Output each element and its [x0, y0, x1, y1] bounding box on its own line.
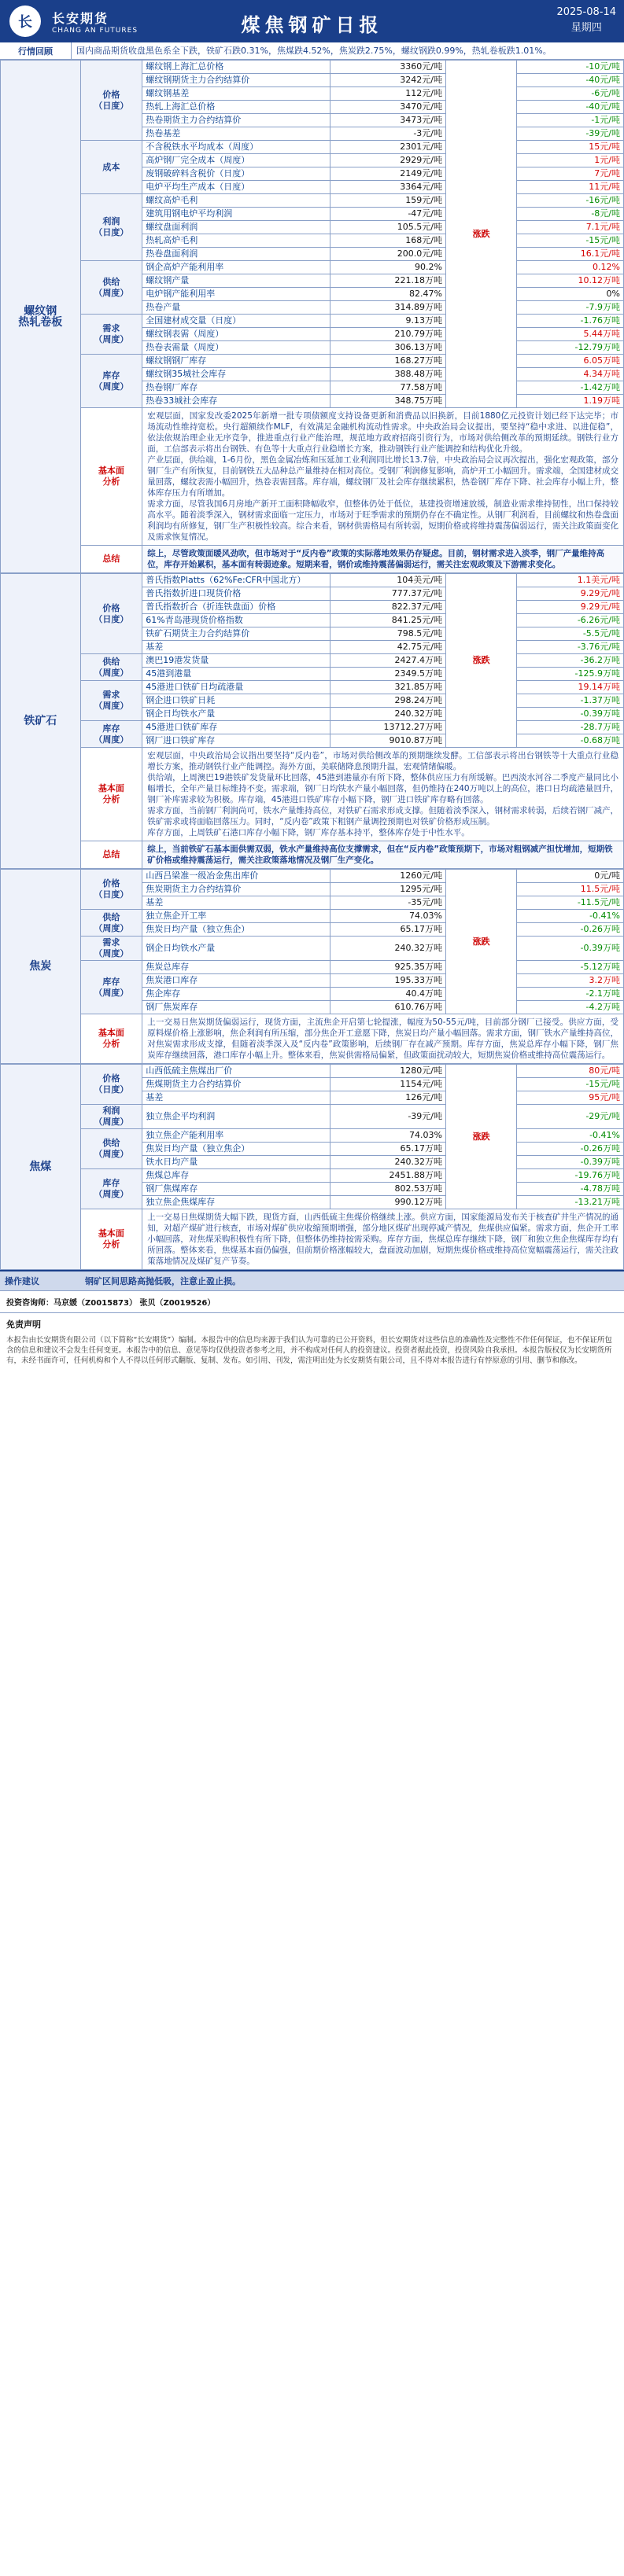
indicator-value: 3364元/吨 — [330, 181, 445, 194]
table-row — [1, 1065, 624, 1078]
indicator-change: -10元/吨 — [517, 61, 624, 74]
analysis-text: 宏观层面，国家发改委2025年新增一批专项债额度支持设备更新和消费品以旧换新，目前1880亿元投资计划已经下达完毕；市场流动性维持宽松。央行超额续作MLF，有效满足金融机构流动性需求。中央政治局会议提出，要坚持“稳中求进、以进促稳”，依法依规治理企业无序竞争，推进重点行业产能治理，规范地方政府招商引资行为，市场对供给侧改革的预期延续。钢铁行业方面，工信部表示将出台钢铁、有色等十大重点行业稳增长方案，推动钢铁行业产能调控和结构优化升级。 产业层面，供给端，1-6月份，黑色金属冶炼和压延加工业利润同比增长13.7倍，中央政治局会议再次提出，强化宏观政策，部分钢厂生产有所恢复，目前钢铁五大品种总产量维持在相对高位。受钢厂利润修复影响，高炉开工小幅回升。需求端，全国建材成交量回落，螺纹表需小幅回升，热卷表需回落。库存端，螺纹钢厂及社会库存继续累积，热卷钢厂库存下降、社会库存小幅上升，整体库存压力有所增加。 需求方面，尽管我国6月房地产新开工面积降幅收窄，但整体仍处于低位，基建投资增速放缓，制造业需求维持韧性，出口保持较高水平。随着淡季深入，钢材需求面临一定压力，市场对于旺季需求的预期仍存在不确定性。从钢厂利润看，目前螺纹和热卷盘面利润均有所修复，钢厂生产积极性较高。综合来看，钢材供需格局有所转弱，短期价格或将维持震荡偏弱运行，需关注政策面变化及需求恢复情况。 — [142, 408, 624, 546]
indicator-change: -6.26元/吨 — [517, 614, 624, 627]
indicator-change: 10.12万吨 — [517, 274, 624, 288]
table-row — [1, 1129, 624, 1143]
indicator-value: 159元/吨 — [330, 194, 445, 208]
category-label: 价格 （日度） — [80, 870, 142, 910]
indicator-name: 焦炭日均产量（独立焦企） — [142, 1143, 330, 1156]
indicator-change: -39元/吨 — [517, 127, 624, 141]
indicator-name: 独立焦企焦煤库存 — [142, 1196, 330, 1209]
review-text: 国内商品期货收盘黑色系全下跌，铁矿石跌0.31%，焦煤跌4.52%，焦炭跌2.75%，螺纹钢跌0.99%，热轧卷板跌1.01%。 — [76, 46, 552, 56]
indicator-value: 3473元/吨 — [330, 114, 445, 127]
indicator-value: 40.4万吨 — [330, 988, 445, 1001]
indicator-change: 7元/吨 — [517, 167, 624, 181]
category-label: 需求 （周度） — [80, 681, 142, 721]
analysis-label: 基本面 分析 — [80, 408, 142, 546]
analysis-row — [1, 1014, 624, 1064]
report-sections — [0, 60, 624, 1270]
indicator-name: 钢企高炉产能利用率 — [142, 261, 330, 274]
indicator-change: 95元/吨 — [517, 1091, 624, 1105]
indicator-change: -40元/吨 — [517, 74, 624, 87]
summary-text: 综上，当前铁矿石基本面供需双弱，铁水产量维持高位支撑需求，但在“反内卷”政策预期下，市场对粗钢减产担忧增加，短期铁矿价格或维持震荡运行，需关注政策落地情况及钢厂生产变化。 — [142, 841, 624, 869]
indicator-name: 焦煤总库存 — [142, 1169, 330, 1183]
indicator-value: 221.18万吨 — [330, 274, 445, 288]
indicator-change: -12.79万吨 — [517, 341, 624, 355]
indicator-change: -28.7万吨 — [517, 721, 624, 734]
indicator-name: 热轧上海汇总价格 — [142, 101, 330, 114]
indicator-value: 240.32万吨 — [330, 937, 445, 961]
table-row — [1, 721, 624, 734]
indicator-name: 45港到港量 — [142, 668, 330, 681]
indicator-change: -7.9万吨 — [517, 301, 624, 315]
indicator-name: 基差 — [142, 641, 330, 654]
indicator-value: 798.5元/吨 — [330, 627, 445, 641]
indicator-change: 19.14万吨 — [517, 681, 624, 694]
indicator-value: 74.03% — [330, 910, 445, 923]
indicator-name: 电炉平均生产成本（日度） — [142, 181, 330, 194]
indicator-change: 1元/吨 — [517, 154, 624, 167]
indicator-name: 普氏指数折合（折连铁盘面）价格 — [142, 601, 330, 614]
table-row — [1, 1105, 624, 1129]
indicator-name: 独立焦企开工率 — [142, 910, 330, 923]
category-label: 库存 （周度） — [80, 1169, 142, 1209]
indicator-value: -3元/吨 — [330, 127, 445, 141]
steel-section-table — [0, 60, 624, 573]
indicator-value: 925.35万吨 — [330, 961, 445, 974]
analysis-label: 基本面 分析 — [80, 748, 142, 841]
category-label: 价格 （日度） — [80, 574, 142, 654]
indicator-value: 314.89万吨 — [330, 301, 445, 315]
indicator-value: 990.12万吨 — [330, 1196, 445, 1209]
category-label: 供给 （周度） — [80, 910, 142, 937]
category-label: 库存 （周度） — [80, 355, 142, 408]
indicator-name: 螺纹钢上海汇总价格 — [142, 61, 330, 74]
report-weekday: 星期四 — [570, 22, 602, 34]
analysis-text: 宏观层面，中央政治局会议指出要坚持“反内卷”，市场对供给侧改革的预期继续发酵。工信部表示将出台钢铁等十大重点行业稳增长方案，推动钢铁行业产能调控。海外方面，美联储降息预期升温，宏观情绪偏暖。 供给端，上周澳巴19港铁矿发货量环比回落，45港到港量亦有所下降，整体供应压力有所缓解。巴西淡水河谷二季度产量同比小幅增长，全年产量目标维持不变。需求端，钢厂日均铁水产量小幅回落，但仍维持在240万吨以上的高位，港口日均疏港量回升，钢厂补库需求较为积极。库存端，45港进口铁矿库存小幅下降，钢厂进口铁矿库存略有回落。 需求方面，当前钢厂利润尚可，铁水产量维持高位，对铁矿石需求形成支撑。但随着淡季深入，钢材需求转弱，后续若钢厂减产，铁矿需求或将面临回落压力。同时，“反内卷”政策下粗钢产量调控预期也对铁矿价格形成压制。 库存方面，上周铁矿石港口库存小幅下降，钢厂库存基本持平，整体库存处于中性水平。 — [142, 748, 624, 841]
coal-product-label: 焦煤 — [1, 1065, 81, 1270]
indicator-change: 80元/吨 — [517, 1065, 624, 1078]
indicator-change: -5.5元/吨 — [517, 627, 624, 641]
category-label: 库存 （周度） — [80, 721, 142, 748]
analysis-label: 基本面 分析 — [80, 1014, 142, 1064]
indicator-value: 104美元/吨 — [330, 574, 445, 587]
indicator-change: -19.76万吨 — [517, 1169, 624, 1183]
indicator-change: -8元/吨 — [517, 208, 624, 221]
indicator-change: -0.41% — [517, 1129, 624, 1143]
indicator-name: 螺纹高炉毛利 — [142, 194, 330, 208]
indicator-value: 240.32万吨 — [330, 1156, 445, 1169]
steel-product-label: 螺纹钢 热轧卷板 — [1, 61, 81, 573]
indicator-name: 热卷产量 — [142, 301, 330, 315]
indicator-name: 热卷期货主力合约结算价 — [142, 114, 330, 127]
indicator-change: -1.37万吨 — [517, 694, 624, 708]
table-row — [1, 61, 624, 74]
category-label: 利润 （日度） — [80, 194, 142, 261]
coke-product-label: 焦炭 — [1, 870, 81, 1064]
indicator-name: 螺纹钢35城社会库存 — [142, 368, 330, 381]
analysis-text: 上一交易日焦煤期货大幅下跌，现货方面，山西低硫主焦煤价格继续上涨。供应方面，国家能源局发布关于核查矿井生产情况的通知，对超产煤矿进行核查，市场对煤矿供应收缩预期增强，部分地区煤矿出现停减产情况，焦煤供应偏紧。需求方面，焦企开工率小幅回落，对焦煤采购积极性有所下降，但整体仍维持按需采购。库存方面，焦煤总库存继续下降，钢厂和独立焦企焦煤库存均有所回落。整体来看，焦煤基本面仍偏强，但前期价格涨幅较大，盘面波动加剧，短期焦煤价格或维持高位宽幅震荡运行，需关注政策落地情况及煤矿复产节奏。 — [142, 1209, 624, 1270]
table-row — [1, 961, 624, 974]
indicator-name: 焦炭期货主力合约结算价 — [142, 883, 330, 896]
indicator-change: 3.2万吨 — [517, 974, 624, 988]
indicator-change: 9.29元/吨 — [517, 587, 624, 601]
indicator-value: 777.37元/吨 — [330, 587, 445, 601]
indicator-name: 61%青岛港现货价格指数 — [142, 614, 330, 627]
table-row — [1, 574, 624, 587]
indicator-change: -0.39万吨 — [517, 937, 624, 961]
brand-cn: 长安期货 — [52, 10, 109, 26]
indicator-change: -1元/吨 — [517, 114, 624, 127]
summary-row — [1, 546, 624, 573]
indicator-value: 3360元/吨 — [330, 61, 445, 74]
coke-section-table — [0, 869, 624, 1064]
indicator-name: 热卷33城社会库存 — [142, 395, 330, 408]
indicator-value: 822.37元/吨 — [330, 601, 445, 614]
indicator-value: 610.76万吨 — [330, 1001, 445, 1014]
table-row — [1, 1169, 624, 1183]
change-column-label: 涨跌 — [446, 870, 517, 1014]
indicator-name: 热卷表需量（周度） — [142, 341, 330, 355]
indicator-name: 不含税铁水平均成本（周度） — [142, 141, 330, 154]
indicator-change: -15元/吨 — [517, 1078, 624, 1091]
indicator-value: 2451.88万吨 — [330, 1169, 445, 1183]
report-date: 2025-08-14 — [556, 6, 616, 18]
report-header — [0, 0, 624, 42]
indicator-name: 钢企日均铁水产量 — [142, 708, 330, 721]
indicator-name: 钢企日均铁水产量 — [142, 937, 330, 961]
category-label: 需求 （周度） — [80, 937, 142, 961]
change-column-label: 涨跌 — [446, 61, 517, 408]
indicator-name: 基差 — [142, 896, 330, 910]
indicator-name: 45港进口铁矿库存 — [142, 721, 330, 734]
indicator-name: 焦炭日均产量（独立焦企） — [142, 923, 330, 937]
indicator-name: 铁矿石期货主力合约结算价 — [142, 627, 330, 641]
indicator-change: -125.9万吨 — [517, 668, 624, 681]
indicator-change: 7.1元/吨 — [517, 221, 624, 234]
indicator-value: 168元/吨 — [330, 234, 445, 248]
indicator-name: 铁水日均产量 — [142, 1156, 330, 1169]
indicator-value: 348.75万吨 — [330, 395, 445, 408]
indicator-value: 3242元/吨 — [330, 74, 445, 87]
indicator-name: 钢企进口铁矿日耗 — [142, 694, 330, 708]
indicator-name: 独立焦企平均利润 — [142, 1105, 330, 1129]
indicator-change: -11.5元/吨 — [517, 896, 624, 910]
analysis-row — [1, 748, 624, 841]
indicator-value: 1154元/吨 — [330, 1078, 445, 1091]
category-label: 利润 （周度） — [80, 1105, 142, 1129]
category-label: 供给 （周度） — [80, 261, 142, 315]
indicator-change: -6元/吨 — [517, 87, 624, 101]
indicator-value: 90.2% — [330, 261, 445, 274]
indicator-value: 2427.4万吨 — [330, 654, 445, 668]
indicator-change: -40元/吨 — [517, 101, 624, 114]
indicator-value: 65.17万吨 — [330, 923, 445, 937]
indicator-value: 195.33万吨 — [330, 974, 445, 988]
indicator-value: 2929元/吨 — [330, 154, 445, 167]
summary-text: 综上，尽管政策面暖风劲吹，但市场对于“反内卷”政策的实际落地效果仍存疑虑。目前，钢材需求进入淡季，钢厂产量维持高位，库存开始累积，基本面有转弱迹象。短期来看，钢价或维持震荡偏弱运行，需关注宏观政策及下游需求变化。 — [142, 546, 624, 573]
summary-label: 总结 — [80, 546, 142, 573]
category-label: 供给 （周度） — [80, 1129, 142, 1169]
indicator-change: 0元/吨 — [517, 870, 624, 883]
indicator-name: 螺纹盘面利润 — [142, 221, 330, 234]
analysis-row — [1, 1209, 624, 1270]
indicator-change: 15元/吨 — [517, 141, 624, 154]
market-review — [0, 42, 624, 60]
indicator-name: 基差 — [142, 1091, 330, 1105]
analysis-label: 基本面 分析 — [80, 1209, 142, 1270]
table-row — [1, 194, 624, 208]
category-label: 价格 （日度） — [80, 1065, 142, 1105]
operation-label: 操作建议 — [5, 1276, 39, 1286]
indicator-value: 2349.5万吨 — [330, 668, 445, 681]
indicator-change: -3.76元/吨 — [517, 641, 624, 654]
indicator-change: -29元/吨 — [517, 1105, 624, 1129]
indicator-name: 建筑用钢电炉平均利润 — [142, 208, 330, 221]
indicator-change: 6.05万吨 — [517, 355, 624, 368]
indicator-change: -0.41% — [517, 910, 624, 923]
change-column-label: 涨跌 — [446, 574, 517, 748]
operation-text: 钢矿区间思路高抛低吸，注意止盈止损。 — [85, 1276, 241, 1286]
table-row — [1, 315, 624, 328]
indicator-name: 螺纹钢基差 — [142, 87, 330, 101]
indicator-value: 298.24万吨 — [330, 694, 445, 708]
indicator-name: 钢厂焦煤库存 — [142, 1183, 330, 1196]
category-label: 库存 （周度） — [80, 961, 142, 1014]
indicator-name: 普氏指数折进口现货价格 — [142, 587, 330, 601]
indicator-change: 9.29元/吨 — [517, 601, 624, 614]
indicator-value: 841.25元/吨 — [330, 614, 445, 627]
operation-advice — [0, 1270, 624, 1291]
category-label: 价格 （日度） — [80, 61, 142, 141]
indicator-change: -5.12万吨 — [517, 961, 624, 974]
indicator-value: -47元/吨 — [330, 208, 445, 221]
indicator-value: 42.75元/吨 — [330, 641, 445, 654]
indicator-value: 1260元/吨 — [330, 870, 445, 883]
indicator-name: 钢厂焦炭库存 — [142, 1001, 330, 1014]
analyst-line: 投资咨询师：马京媛（Z0015873） 张贝（Z0019526） — [0, 1291, 624, 1313]
indicator-name: 山西低硫主焦煤出厂价 — [142, 1065, 330, 1078]
indicator-change: -13.21万吨 — [517, 1196, 624, 1209]
indicator-name: 螺纹钢表需（周度） — [142, 328, 330, 341]
indicator-value: 65.17万吨 — [330, 1143, 445, 1156]
indicator-change: -0.68万吨 — [517, 734, 624, 748]
indicator-name: 普氏指数Platts（62%Fe:CFR中国北方） — [142, 574, 330, 587]
date-box — [556, 5, 616, 36]
indicator-name: 热卷盘面利润 — [142, 248, 330, 261]
indicator-name: 焦炭港口库存 — [142, 974, 330, 988]
indicator-value: 388.48万吨 — [330, 368, 445, 381]
indicator-value: 306.13万吨 — [330, 341, 445, 355]
indicator-change: 4.34万吨 — [517, 368, 624, 381]
indicator-value: 168.27万吨 — [330, 355, 445, 368]
indicator-value: 210.79万吨 — [330, 328, 445, 341]
category-label: 成本 — [80, 141, 142, 194]
indicator-value: 13712.27万吨 — [330, 721, 445, 734]
analysis-text: 上一交易日焦炭期货偏弱运行，现货方面，主流焦企开启第七轮提涨，幅度为50-55元/吨，目前部分钢厂已接受。供应方面，受原料煤价格上涨影响，焦企利润有所压缩，部分焦企开工意愿下降，焦炭日均产量小幅回落。需求方面，钢厂铁水产量维持高位，对焦炭需求形成支撑，但随着淡季深入及“反内卷”政策影响，后续钢厂存在减产预期。库存方面，焦炭总库存小幅下降，钢厂焦炭库存继续回落，港口库存小幅上升。整体来看，焦炭供需格局偏紧，但政策面扰动较大，短期焦炭价格或维持高位震荡运行。 — [142, 1014, 624, 1064]
indicator-change: 16.1元/吨 — [517, 248, 624, 261]
indicator-name: 焦炭总库存 — [142, 961, 330, 974]
indicator-value: 9010.87万吨 — [330, 734, 445, 748]
change-column-label: 涨跌 — [446, 1065, 517, 1209]
table-row — [1, 870, 624, 883]
indicator-value: 112元/吨 — [330, 87, 445, 101]
disclaimer-title: 免责声明 — [6, 1319, 41, 1330]
indicator-value: -35元/吨 — [330, 896, 445, 910]
indicator-change: -4.78万吨 — [517, 1183, 624, 1196]
table-row — [1, 937, 624, 961]
indicator-name: 焦煤期货主力合约结算价 — [142, 1078, 330, 1091]
indicator-value: 240.32万吨 — [330, 708, 445, 721]
table-row — [1, 910, 624, 923]
indicator-change: -0.26万吨 — [517, 923, 624, 937]
indicator-name: 废钢破碎料含税价（日度） — [142, 167, 330, 181]
indicator-value: 82.47% — [330, 288, 445, 301]
indicator-change: -1.76万吨 — [517, 315, 624, 328]
indicator-name: 螺纹钢期货主力合约结算价 — [142, 74, 330, 87]
table-row — [1, 681, 624, 694]
indicator-value: -39元/吨 — [330, 1105, 445, 1129]
indicator-name: 螺纹钢产量 — [142, 274, 330, 288]
table-row — [1, 261, 624, 274]
indicator-name: 螺纹钢钢厂库存 — [142, 355, 330, 368]
brand-en: CHANG AN FUTURES — [52, 26, 138, 35]
indicator-value: 1280元/吨 — [330, 1065, 445, 1078]
indicator-change: -0.39万吨 — [517, 1156, 624, 1169]
indicator-name: 45港进口铁矿日均疏港量 — [142, 681, 330, 694]
category-label: 需求 （周度） — [80, 315, 142, 355]
indicator-change: 0.12% — [517, 261, 624, 274]
indicator-change: -0.39万吨 — [517, 708, 624, 721]
indicator-change: -4.2万吨 — [517, 1001, 624, 1014]
indicator-change: 1.19万吨 — [517, 395, 624, 408]
indicator-value: 126元/吨 — [330, 1091, 445, 1105]
review-label: 行情回顾 — [0, 42, 72, 59]
indicator-name: 焦企库存 — [142, 988, 330, 1001]
indicator-value: 802.53万吨 — [330, 1183, 445, 1196]
logo-icon: 长 — [9, 6, 41, 37]
indicator-value: 2149元/吨 — [330, 167, 445, 181]
indicator-change: -36.2万吨 — [517, 654, 624, 668]
indicator-change: 5.44万吨 — [517, 328, 624, 341]
indicator-value: 2301元/吨 — [330, 141, 445, 154]
indicator-value: 77.58万吨 — [330, 381, 445, 395]
indicator-value: 74.03% — [330, 1129, 445, 1143]
indicator-value: 200.0元/吨 — [330, 248, 445, 261]
category-label: 供给 （周度） — [80, 654, 142, 681]
indicator-name: 热轧高炉毛利 — [142, 234, 330, 248]
indicator-change: -15元/吨 — [517, 234, 624, 248]
table-row — [1, 355, 624, 368]
table-row — [1, 141, 624, 154]
indicator-name: 澳巴19港发货量 — [142, 654, 330, 668]
summary-row — [1, 841, 624, 869]
indicator-change: -0.26万吨 — [517, 1143, 624, 1156]
summary-label: 总结 — [80, 841, 142, 869]
report-title: 煤焦钢矿日报 — [241, 14, 383, 36]
indicator-name: 山西吕梁准一级冶金焦出库价 — [142, 870, 330, 883]
indicator-name: 全国建材成交量（日度） — [142, 315, 330, 328]
indicator-value: 105.5元/吨 — [330, 221, 445, 234]
table-row — [1, 654, 624, 668]
iron-product-label: 铁矿石 — [1, 574, 81, 869]
indicator-value: 1295元/吨 — [330, 883, 445, 896]
iron-section-table — [0, 573, 624, 869]
indicator-name: 高炉钢厂完全成本（周度） — [142, 154, 330, 167]
indicator-change: 0% — [517, 288, 624, 301]
disclaimer-text: 本报告由长安期货有限公司（以下简称“长安期货”）编制。本报告中的信息均来源于我们认为可靠的已公开资料，但长安期货对这些信息的准确性及完整性不作任何保证，也不保证所包含的信息和建议不会发生任何变更。本报告中的信息、意见等均仅供投资者参考之用，并不构成对任何人的投资建议。投资者据此投资，投资风险自我承担。本报告版权仅为长安期货所有，未经书面许可，任何机构和个人不得以任何形式翻版、复制、发布。如引用、刊发，需注明出处为长安期货有限公司，且不得对本报告进行有悖原意的引用、删节和修改。 — [6, 1336, 612, 1365]
indicator-change: 1.1美元/吨 — [517, 574, 624, 587]
indicator-value: 321.85万吨 — [330, 681, 445, 694]
indicator-change: 11.5元/吨 — [517, 883, 624, 896]
indicator-change: 11元/吨 — [517, 181, 624, 194]
indicator-name: 钢厂进口铁矿库存 — [142, 734, 330, 748]
indicator-name: 热卷钢厂库存 — [142, 381, 330, 395]
coal-section-table — [0, 1064, 624, 1270]
indicator-name: 独立焦企产能利用率 — [142, 1129, 330, 1143]
indicator-value: 3470元/吨 — [330, 101, 445, 114]
indicator-change: -1.42万吨 — [517, 381, 624, 395]
analysis-row — [1, 408, 624, 546]
indicator-change: -2.1万吨 — [517, 988, 624, 1001]
indicator-change: -16元/吨 — [517, 194, 624, 208]
indicator-name: 电炉钢产能利用率 — [142, 288, 330, 301]
indicator-name: 热卷基差 — [142, 127, 330, 141]
indicator-value: 9.13万吨 — [330, 315, 445, 328]
